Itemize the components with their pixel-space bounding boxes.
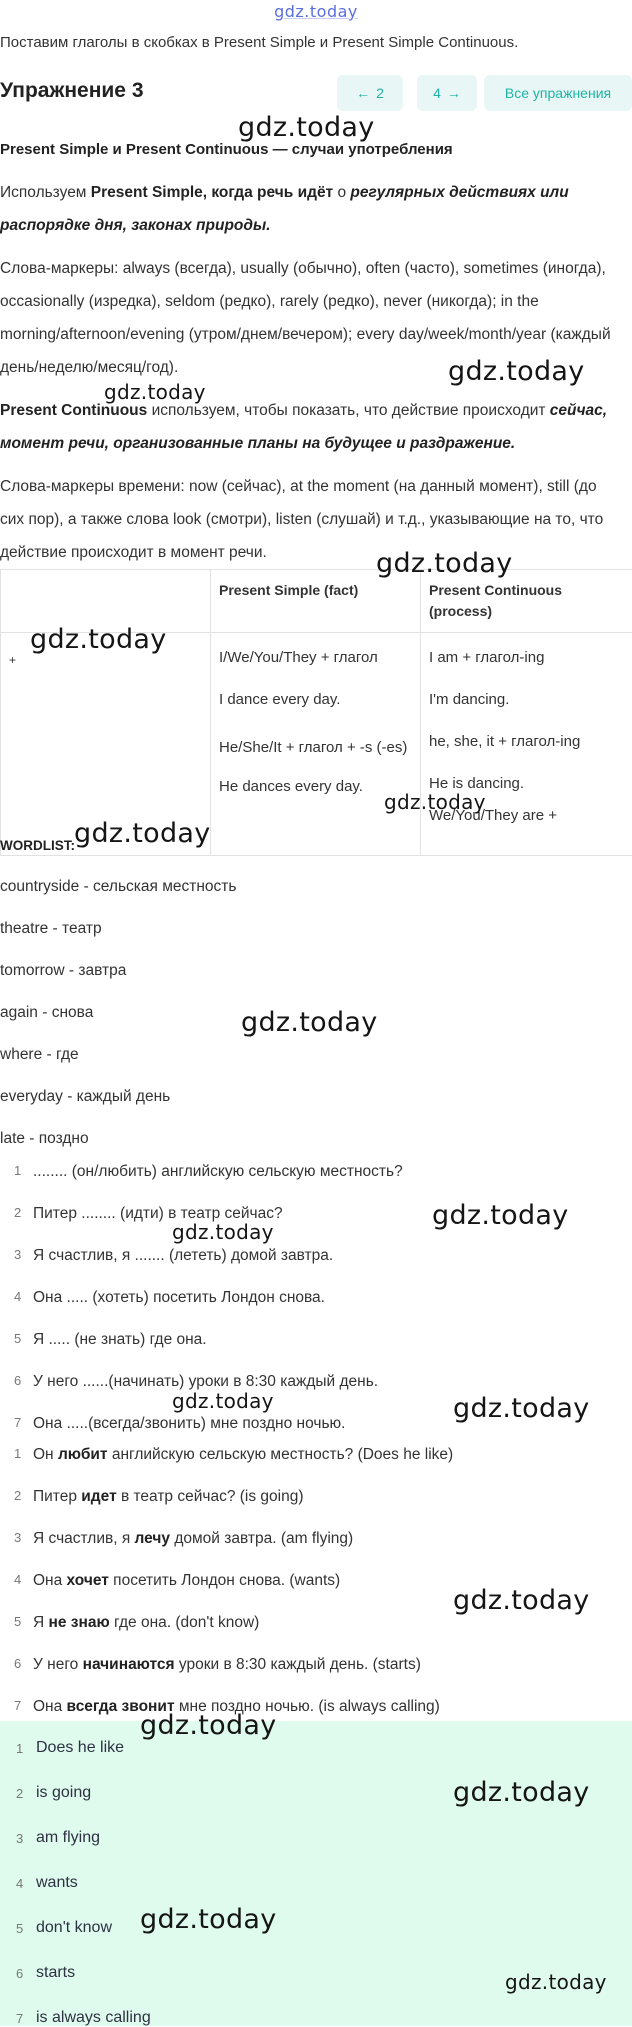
- all-exercises-button[interactable]: [484, 75, 632, 111]
- table-line: He/She/It + глагол + -s (-es): [219, 731, 412, 764]
- watermark: gdz.today: [172, 1220, 274, 1244]
- watermark: gdz.today: [238, 112, 375, 143]
- task-item: 3 Я счастлив, я ....... (лететь) домой завтра.: [0, 1247, 632, 1289]
- wordlist-item: tomorrow - завтра: [0, 962, 126, 980]
- translation-item: 1 Он любит английскую сельскую местность? (Does he like): [0, 1446, 632, 1488]
- watermark: gdz.today: [74, 818, 211, 849]
- task-item: 2 Питер ........ (идти) в театр сейчас?: [0, 1205, 632, 1247]
- next-exercise-button[interactable]: [417, 75, 477, 111]
- theory-paragraph-continuous: Present Continuous используем, чтобы показать, что действие происходит сейчас, момент речи, организованные планы на будущее и раздражение.: [0, 394, 625, 460]
- arrow-right-icon: →: [447, 85, 461, 101]
- theory-paragraph-simple: Используем Present Simple, когда речь идёт о регулярных действиях или распорядке дня, законах природы.: [0, 176, 625, 242]
- table-header-empty: [1, 570, 211, 633]
- watermark: gdz.today: [241, 1007, 378, 1038]
- translation-item: 4 Она хочет посетить Лондон снова. (wants): [0, 1572, 632, 1614]
- watermark: gdz.today: [104, 380, 206, 404]
- task-item: 6 У него ......(начинать) уроки в 8:30 каждый день.: [0, 1373, 632, 1415]
- watermark: gdz.today: [140, 1904, 277, 1935]
- task-item: 1 ........ (он/любить) английскую сельскую местность?: [0, 1163, 632, 1205]
- wordlist-item: where - где: [0, 1046, 79, 1064]
- table-line: I/We/You/They + глагол: [219, 647, 412, 668]
- table-cell-continuous: [421, 633, 632, 856]
- watermark: gdz.today: [140, 1710, 277, 1741]
- table-line: I am + глагол-ing: [429, 647, 624, 668]
- table-line: I'm dancing.: [429, 689, 624, 710]
- watermark: gdz.today: [384, 790, 486, 814]
- translation-item: 2 Питер идет в театр сейчас? (is going): [0, 1488, 632, 1530]
- watermark: gdz.today: [172, 1389, 274, 1413]
- translation-item: 7 Она всегда звонит мне поздно ночью. (is always calling): [0, 1698, 632, 1740]
- prev-exercise-button[interactable]: [337, 75, 403, 111]
- watermark: gdz.today: [30, 624, 167, 655]
- theory-markers-simple: Слова-маркеры: always (всегда), usually (обычно), often (часто), sometimes (иногда), occasionally (изредка), seldom (редко), rarely (редко), never (никогда); in the morning/afternoon/evening (утром/днем/вечером); every day/week/month/year (каждый день/неделю/месяц/год).: [0, 252, 625, 384]
- watermark: gdz.today: [453, 1585, 590, 1616]
- all-exercises-label: Все упражнения: [505, 85, 611, 101]
- task-item: 7 Она .....(всегда/звонить) мне поздно ночью.: [0, 1415, 632, 1457]
- wordlist-item: again - снова: [0, 1004, 93, 1022]
- wordlist-item: theatre - театр: [0, 920, 102, 938]
- task-item: 4 Она ..... (хотеть) посетить Лондон снова.: [0, 1289, 632, 1331]
- watermark: gdz.today: [505, 1970, 607, 1994]
- translation-item: 5 Я не знаю где она. (don't know): [0, 1614, 632, 1656]
- wordlist-item: countryside - сельская местность: [0, 878, 236, 896]
- table-line: I dance every day.: [219, 689, 412, 710]
- exercise-title: Упражнение 3: [0, 79, 144, 103]
- wordlist-label: WORDLIST:: [0, 838, 75, 853]
- table-row-sign: +: [1, 633, 211, 856]
- table-line: he, she, it + глагол-ing: [429, 731, 624, 752]
- wordlist-item: late - поздно: [0, 1130, 89, 1148]
- theory-heading: Present Simple и Present Continuous — случаи употребления: [0, 141, 453, 158]
- watermark: gdz.today: [448, 356, 585, 387]
- arrow-left-icon: ←: [356, 85, 370, 101]
- next-exercise-label: 4: [433, 85, 441, 101]
- watermark: gdz.today: [432, 1200, 569, 1231]
- table-header-continuous: Present Continuous (process): [421, 570, 632, 633]
- table-header-simple: Present Simple (fact): [211, 570, 421, 633]
- watermark: gdz.today: [453, 1393, 590, 1424]
- translation-item: 6 У него начинаются уроки в 8:30 каждый день. (starts): [0, 1656, 632, 1698]
- table-line: He dances every day.: [219, 776, 412, 797]
- watermark: gdz.today: [376, 548, 513, 579]
- answer-box: 1 Does he like 2 is going 3 am flying 4 wants 5 don't know 6 starts 7 is always calling: [0, 1721, 632, 2026]
- wordlist-item: everyday - каждый день: [0, 1088, 170, 1106]
- prev-exercise-label: 2: [376, 85, 384, 101]
- watermark: gdz.today: [453, 1777, 590, 1808]
- site-logo[interactable]: gdz.today: [0, 2, 632, 21]
- grammar-table: [0, 569, 632, 856]
- intro-text: Поставим глаголы в скобках в Present Simple и Present Simple Continuous.: [0, 34, 518, 51]
- translation-item: 3 Я счастлив, я лечу домой завтра. (am flying): [0, 1530, 632, 1572]
- theory-markers-continuous: Слова-маркеры времени: now (сейчас), at the moment (на данный момент), still (до сих пор), а также слова look (смотри), listen (слушай) и т.д., указывающие на то, что действие происходит в момент речи.: [0, 470, 625, 569]
- table-line: We/You/They are +: [429, 805, 624, 826]
- table-line: He is dancing.: [429, 773, 624, 794]
- task-item: 5 Я ..... (не знать) где она.: [0, 1331, 632, 1373]
- table-cell-simple: [211, 633, 421, 856]
